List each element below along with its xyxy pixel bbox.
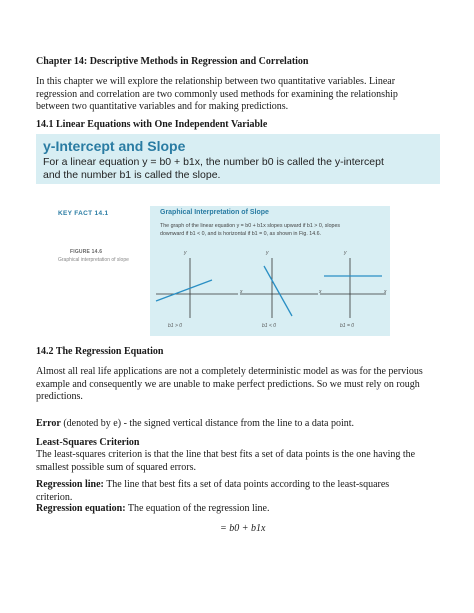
lsc-line-2: smallest possible sum of squared errors.	[36, 461, 196, 473]
graph2-line	[264, 266, 292, 316]
regline-def-2: criterion.	[36, 491, 73, 503]
intercept-box-line-2: and the number b1 is called the slope.	[43, 169, 221, 181]
panel-title: Graphical Interpretation of Slope	[160, 209, 269, 216]
intercept-slope-box	[36, 134, 440, 184]
graph-positive-slope	[156, 258, 238, 318]
slope-figure	[36, 200, 440, 342]
graph1-line	[156, 280, 212, 301]
section-14-1-heading: 14.1 Linear Equations with One Independent Variable	[36, 119, 268, 130]
graph3-y-label: y	[344, 250, 347, 256]
graph3-x-label: x	[384, 289, 387, 295]
error-def-text: (denoted by e) - the signed vertical distance from the line to a data point.	[60, 418, 355, 429]
intro-line-3: between two quantitative variables and for making predictions.	[36, 101, 289, 112]
regeq-term: Regression equation:	[36, 503, 126, 514]
intro-line-2: regression and correlation are two commonly used methods for examining the relationship	[36, 88, 398, 100]
intro-paragraph	[36, 76, 440, 114]
graph-zero-slope	[320, 258, 386, 318]
key-fact-label: KEY FACT 14.1	[58, 210, 109, 217]
regression-paragraph	[36, 366, 440, 404]
graph3-caption: b1 = 0	[340, 323, 355, 329]
graph2-y-label: y	[266, 250, 269, 256]
intro-line-1: In this chapter we will explore the relationship between two quantitative variables. Linear	[36, 76, 396, 87]
intercept-box-title: y-Intercept and Slope	[43, 138, 186, 154]
slope-graphs	[150, 206, 390, 336]
regline-term: Regression line:	[36, 479, 104, 490]
error-term: Error	[36, 418, 61, 429]
slope-panel	[150, 206, 390, 336]
graph1-y-label: y	[184, 250, 187, 256]
panel-line-1: The graph of the linear equation y = b0 + b1x slopes upward if b1 > 0, slopes	[160, 223, 341, 229]
regression-line-def	[36, 479, 440, 504]
graph-negative-slope	[240, 258, 318, 318]
section-14-2-heading: 14.2 The Regression Equation	[36, 346, 164, 357]
chapter-title: Chapter 14: Descriptive Methods in Regression and Correlation	[36, 56, 309, 67]
graph2-caption: b1 < 0	[262, 323, 277, 329]
error-definition	[36, 418, 440, 431]
figure-label: FIGURE 14.6	[70, 249, 103, 255]
para2-line-3: predictions.	[36, 391, 83, 402]
figure-caption: Graphical interpretation of slope	[58, 257, 129, 263]
lsc-text	[36, 449, 440, 474]
para2-line-2: example and consequently we are unable to make perfect predictions. So we must rely on rough	[36, 378, 420, 390]
lsc-title: Least-Squares Criterion	[36, 437, 140, 448]
panel-line-2: downward if b1 < 0, and is horizontal if b1 = 0, as shown in Fig. 14.6.	[160, 231, 322, 237]
final-equation: = b0 + b1x	[220, 523, 266, 534]
lsc-line-1: The least-squares criterion is that the line that best fits a set of data points is the one having the	[36, 449, 416, 460]
regline-def-1: The line that best fits a set of data points according to the least-squares	[103, 479, 390, 490]
regression-equation-def	[36, 503, 440, 516]
intercept-box-line-1: For a linear equation y = b0 + b1x, the number b0 is called the y-intercept	[43, 156, 384, 168]
para2-line-1: Almost all real life applications are not a completely deterministic model as was for the pervious	[36, 366, 423, 377]
graph2-x-label: x	[319, 289, 322, 295]
intercept-box-body	[43, 156, 435, 182]
graph1-x-label: x	[240, 289, 243, 295]
graph1-caption: b1 > 0	[168, 323, 183, 329]
regeq-def-text: The equation of the regression line.	[125, 503, 270, 514]
